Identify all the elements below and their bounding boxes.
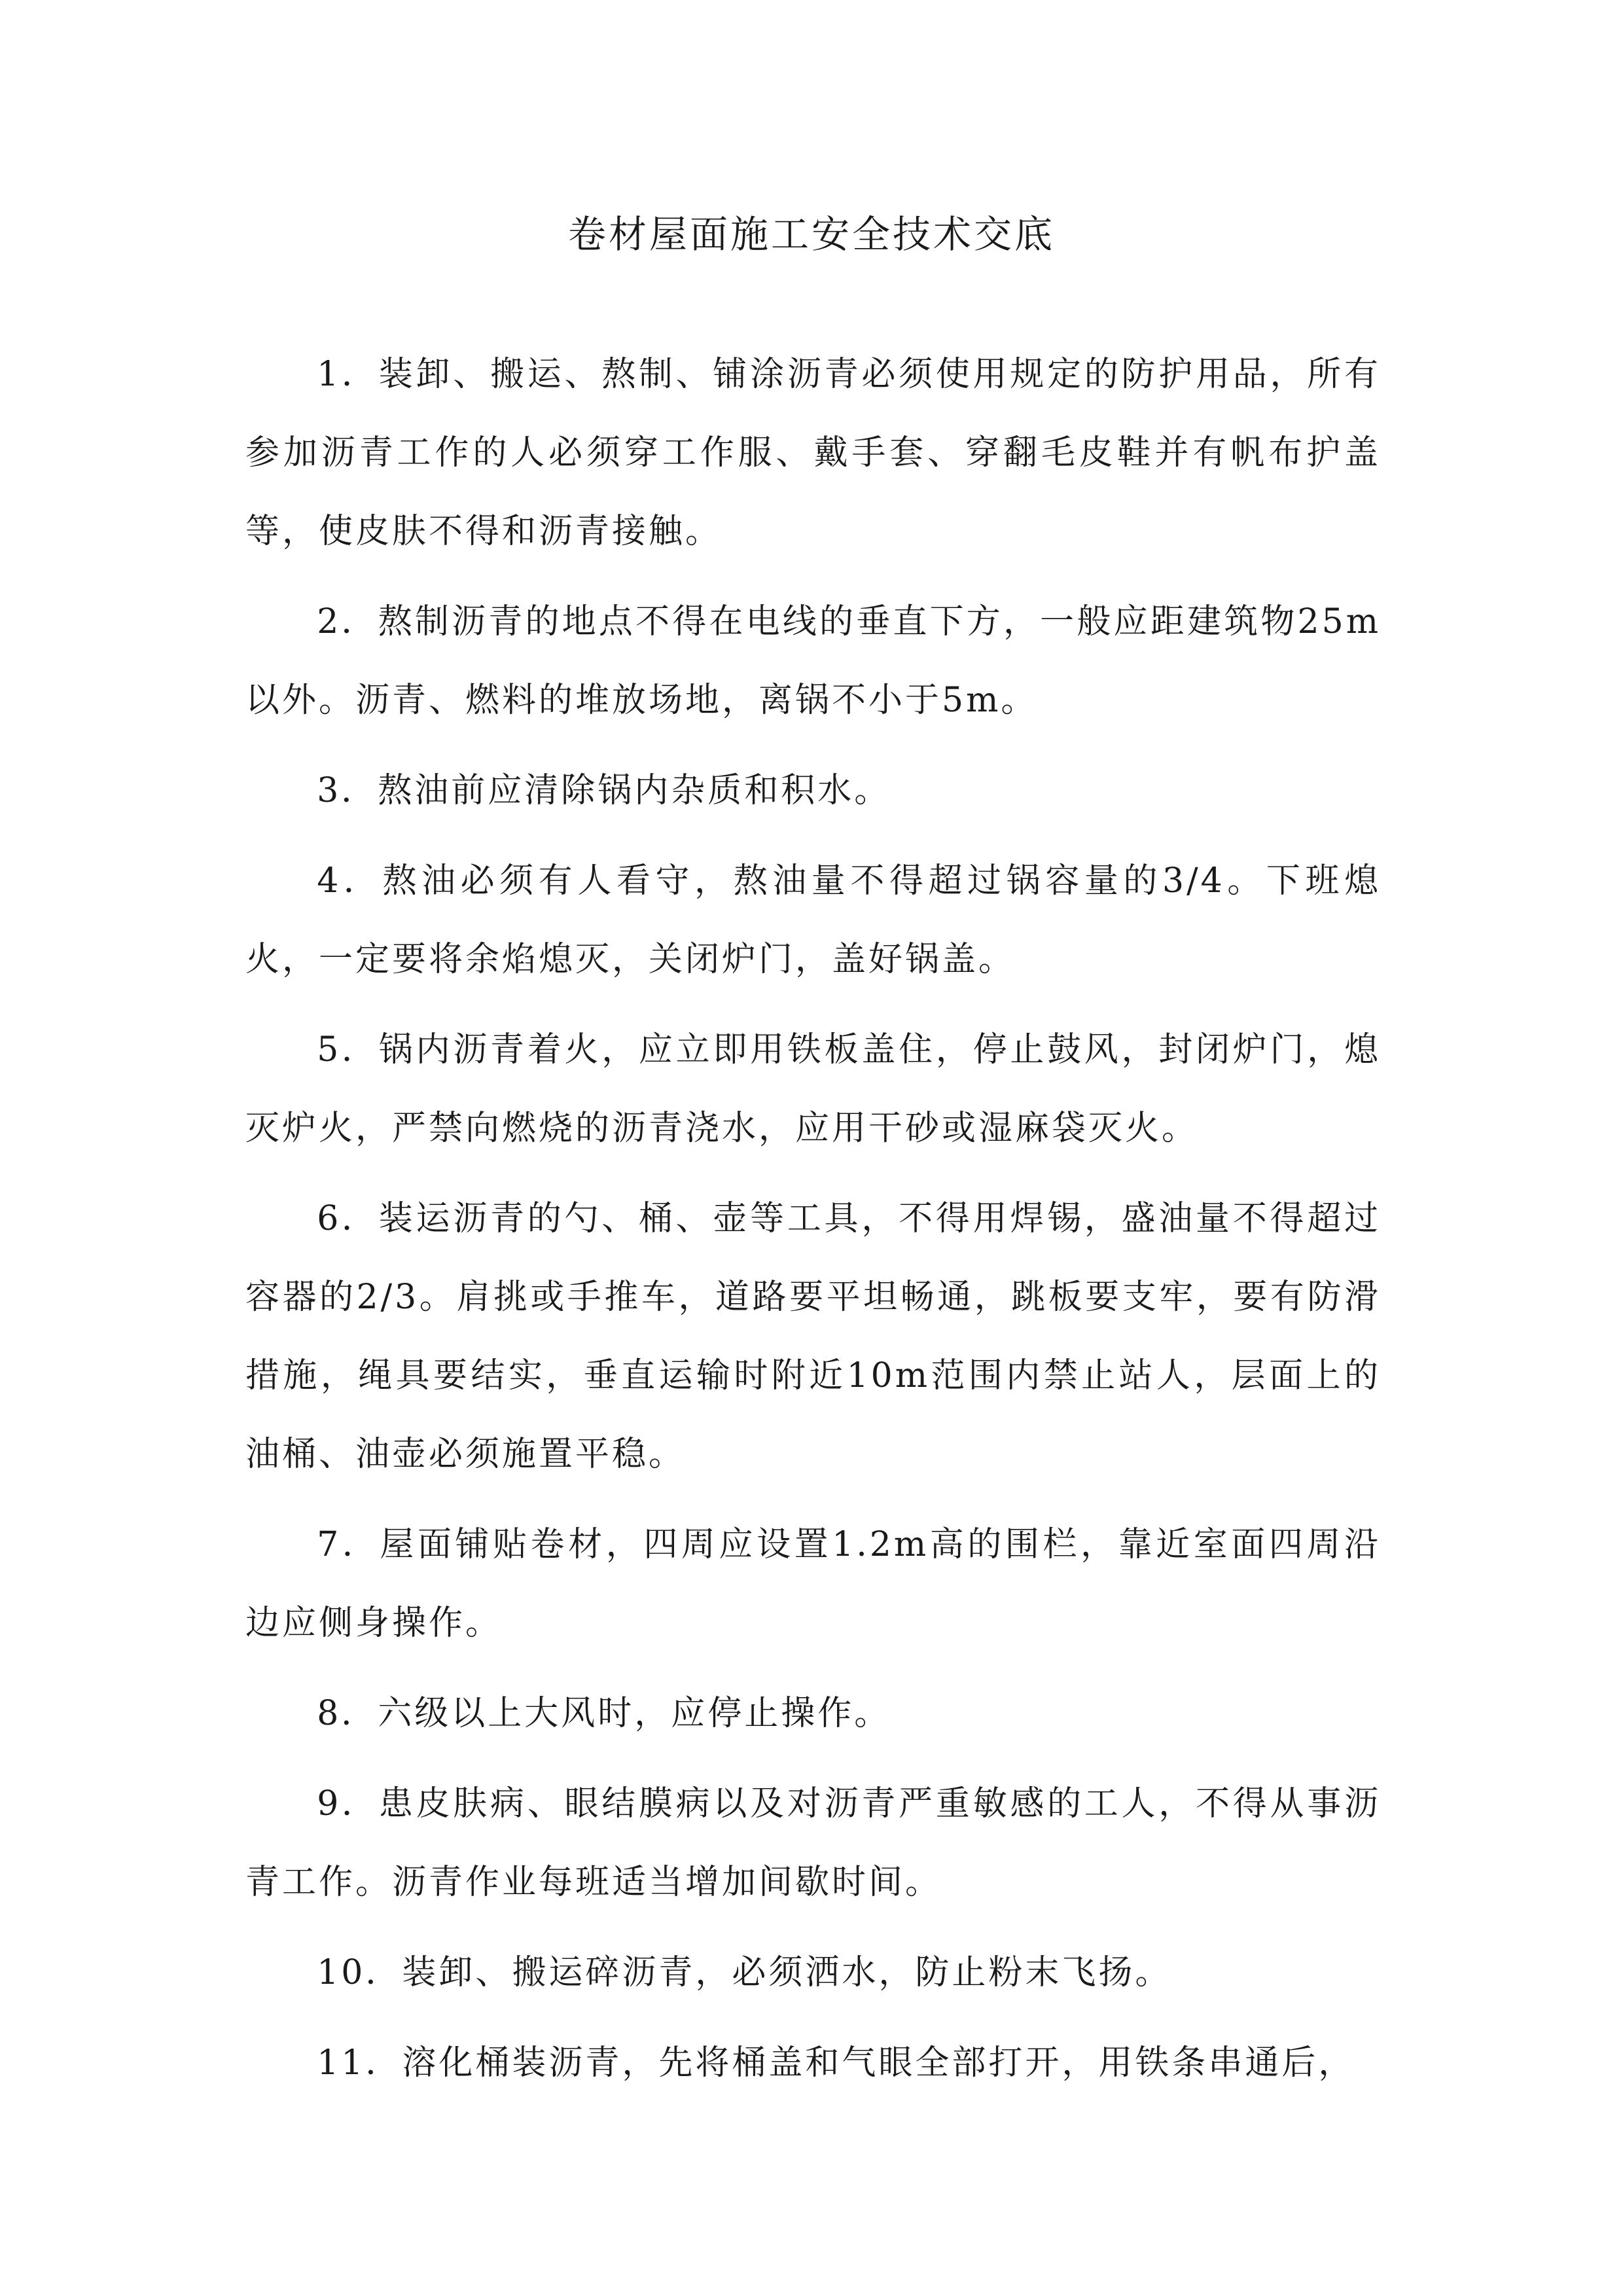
paragraph-1: 1．装卸、搬运、熬制、铺涂沥青必须使用规定的防护用品，所有参加沥青工作的人必须穿工作服、戴手套、穿翻毛皮鞋并有帆布护盖等，使皮肤不得和沥青接触。 [245,355,1381,551]
paragraph-9: 9．患皮肤病、眼结膜病以及对沥青严重敏感的工人，不得从事沥青工作。沥青作业每班适当增加间歇时间。 [245,1784,1381,1902]
paragraph-6: 6．装运沥青的勺、桶、壶等工具，不得用焊锡，盛油量不得超过容器的2/3。肩挑或手推车，道路要平坦畅通，跳板要支牢，要有防滑措施，绳具要结实，垂直运输时附近10m范围内禁止站人，层面上的油桶、油壶必须施置平稳。 [245,1199,1381,1474]
paragraph-5: 5．锅内沥青着火，应立即用铁板盖住，停止鼓风，封闭炉门，熄灭炉火，严禁向燃烧的沥青浇水，应用干砂或湿麻袋灭火。 [245,1030,1381,1148]
paragraph-11: 11．溶化桶装沥青，先将桶盖和气眼全部打开，用铁条串通后， [317,2043,1355,2083]
paragraph-4: 4．熬油必须有人看守，熬油量不得超过锅容量的3/4。下班熄火，一定要将余焰熄灭，关闭炉门，盖好锅盖。 [245,861,1381,979]
paragraph-2: 2．熬制沥青的地点不得在电线的垂直下方，一般应距建筑物25m以外。沥青、燃料的堆放场地，离锅不小于5m。 [245,602,1381,720]
paragraph-7: 7．屋面铺贴卷材，四周应设置1.2m高的围栏，靠近室面四周沿边应侧身操作。 [245,1525,1381,1643]
document-title: 卷材屋面施工安全技术交底 [567,212,1055,257]
paragraph-3: 3．熬油前应清除锅内杂质和积水。 [317,771,891,810]
paragraph-8: 8．六级以上大风时，应停止操作。 [317,1694,891,1733]
paragraph-10: 10．装卸、搬运碎沥青，必须洒水，防止粉末飞扬。 [317,1953,1172,1992]
document-body [245,335,1381,2114]
